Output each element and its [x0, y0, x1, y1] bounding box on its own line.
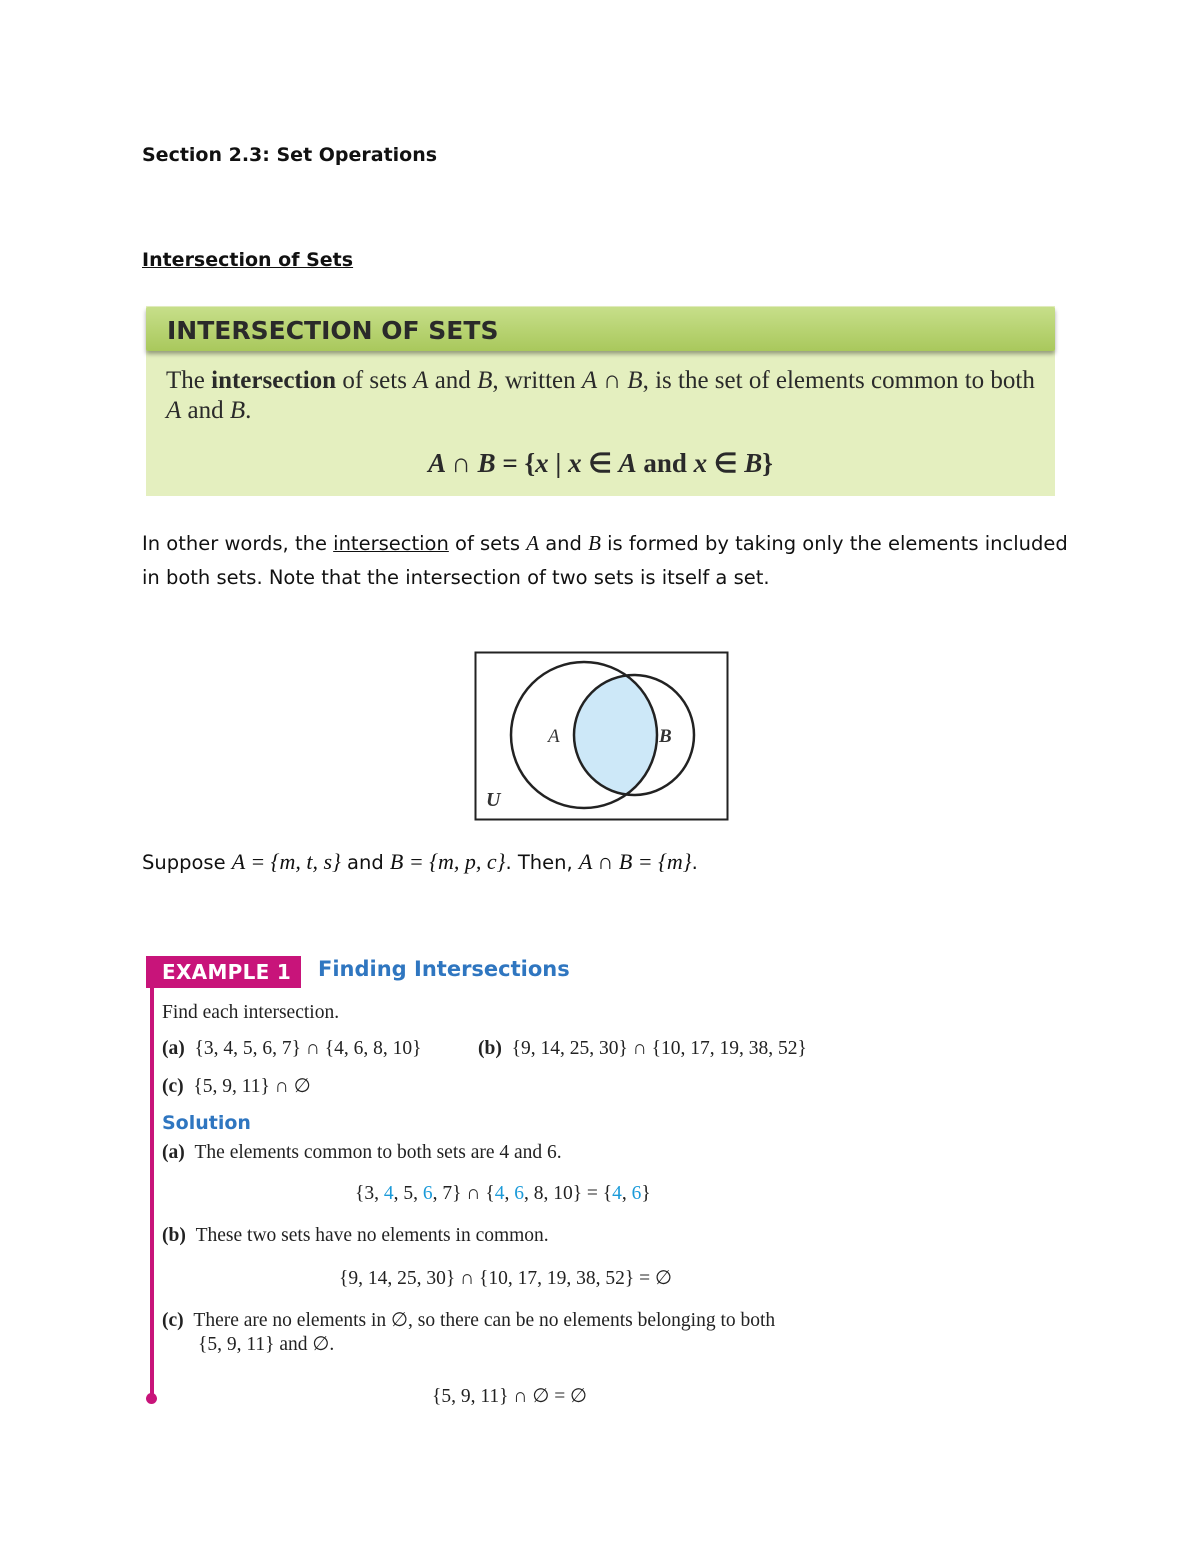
example-badge: EXAMPLE 1 [146, 956, 301, 988]
solution-a-text: (a) The elements common to both sets are 4 and 6. [162, 1142, 562, 1163]
example-prompt: Find each intersection. [162, 1002, 340, 1023]
set-a-label: A [548, 726, 560, 747]
definition-header-text: INTERSECTION OF SETS [167, 316, 499, 345]
problem-a: (a) {3, 4, 5, 6, 7} ∩ {4, 6, 8, 10} [162, 1038, 422, 1059]
solution-c-text-cont: {5, 9, 11} and ∅. [198, 1334, 335, 1355]
solution-c-text: (c) There are no elements in ∅, so there can be no elements belonging to both [162, 1310, 776, 1331]
solution-b-equation: {9, 14, 25, 30} ∩ {10, 17, 19, 38, 52} = ∅ [339, 1268, 673, 1289]
subheading-intersection: Intersection of Sets [142, 249, 354, 271]
solution-c-equation: {5, 9, 11} ∩ ∅ = ∅ [432, 1386, 588, 1407]
solution-label: Solution [162, 1112, 251, 1134]
definition-formula: A ∩ B = {x | x ∈ A and x ∈ B} [428, 448, 773, 478]
set-b-label: B [659, 726, 672, 747]
solution-b-text: (b) These two sets have no elements in common. [162, 1225, 549, 1246]
definition-term: intersection [211, 367, 337, 394]
example-rail [150, 975, 154, 1399]
example-rail-end-dot [146, 1393, 157, 1404]
problem-b: (b) {9, 14, 25, 30} ∩ {10, 17, 19, 38, 52} [478, 1038, 807, 1059]
definition-text: The intersection of sets A and B, written A ∩ B, is the set of elements common to both A and B. [166, 367, 1035, 424]
solution-a-equation: {3, 4, 5, 6, 7} ∩ {4, 6, 8, 10} = {4, 6} [355, 1183, 651, 1204]
suppose-line: Suppose A = {m, t, s} and B = {m, p, c}. Then, A ∩ B = {m}. [142, 849, 698, 874]
example-title: Finding Intersections [318, 957, 570, 981]
venn-diagram [474, 651, 730, 823]
universal-set-label: U [486, 789, 501, 811]
explanation-paragraph: In other words, the intersection of sets A and B is formed by taking only the elements included in both sets. Note that the intersection of two sets is itself a set. [142, 531, 1068, 589]
section-title: Section 2.3: Set Operations [142, 144, 438, 166]
problem-c: (c) {5, 9, 11} ∩ ∅ [162, 1076, 311, 1097]
intersection-term: intersection [333, 532, 449, 555]
